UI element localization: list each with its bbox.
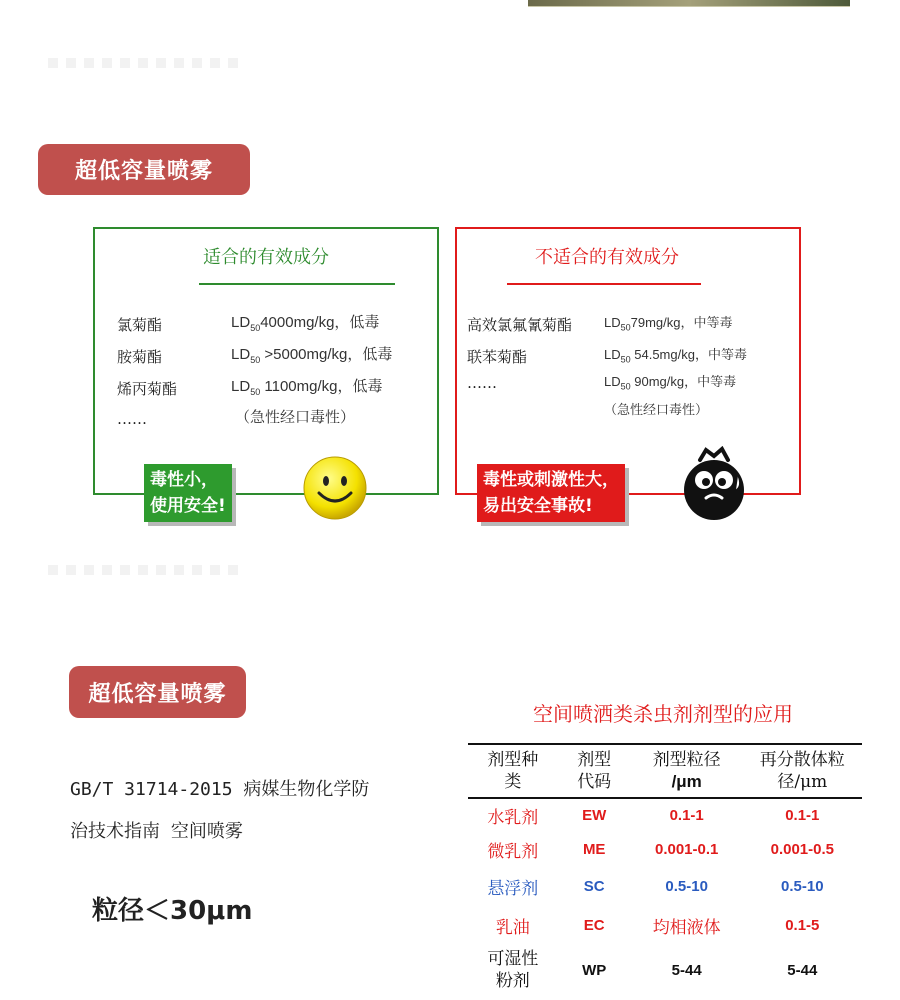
smiley-face-icon (302, 455, 368, 521)
table-title: 空间喷洒类杀虫剂剂型的应用 (533, 702, 793, 726)
cell-code: SC (583, 877, 605, 895)
formulation-table (468, 743, 862, 996)
cell-type: 悬浮剂 (487, 878, 539, 899)
ld50-value: $LD_{50}$ 54.5mg/kg，中等毒 (604, 347, 747, 365)
table-row (468, 832, 862, 866)
cell-code: WP (582, 961, 607, 979)
ld50-value: $LD_{50}79mg/kg$，中等毒 (604, 315, 733, 333)
section1-banner: 超低容量喷雾 (38, 144, 250, 195)
cell-size: 0.5-10 (665, 877, 708, 895)
tag-line: 毒性小， (150, 470, 218, 490)
column-header: 剂型粒径 /μm (652, 750, 721, 791)
ld50-value: $LD_{50}$ 1100mg/kg，低毒 (231, 378, 383, 397)
suitable-box-title: 适合的有效成分 (203, 247, 329, 268)
column-header: 再分散体粒 径/μm (759, 750, 845, 792)
top-photo-strip (528, 0, 850, 7)
unsuitable-title-underline (507, 283, 701, 285)
cell-type: 乳油 (495, 917, 530, 938)
particle-size-requirement: 粒径＜30μm (92, 896, 253, 926)
cell-size: 0.001-0.1 (654, 840, 719, 858)
cell-size: 0.1-1 (669, 807, 704, 824)
tag-line: 使用安全! (150, 496, 226, 516)
unsuitable-ingredients-box (455, 227, 801, 495)
table-row (468, 798, 862, 832)
cell-type: 可湿性 粉剂 (487, 949, 539, 991)
ingredient-name: 高效氯氟氰菊酯 (467, 316, 573, 334)
cell-size: 均相液体 (652, 917, 721, 938)
suitable-tag (144, 464, 232, 522)
table-header-row (468, 744, 862, 798)
cell-code: EC (583, 916, 605, 934)
ingredient-name: 烯丙菊酯 (117, 380, 178, 398)
ellipsis-text: …… (117, 410, 147, 428)
cell-code: EW (582, 807, 607, 824)
ellipsis-text: …… (467, 374, 497, 392)
table-row (468, 944, 862, 996)
unsuitable-tag (477, 464, 625, 522)
standard-reference-line1: GB/T 31714-2015 病媒生物化学防 (70, 779, 370, 800)
ingredient-name: 联苯菊酯 (467, 348, 528, 366)
cell-type: 水乳剂 (487, 808, 539, 828)
tag-line: 毒性或刺激性大， (483, 470, 619, 490)
tag-line: 易出安全事故! (483, 496, 593, 516)
cell-size: 5-44 (671, 961, 702, 979)
standard-reference-line2: 治技术指南 空间喷雾 (70, 821, 243, 842)
faint-watermark (48, 565, 238, 575)
ld50-value: $LD_{50}$ 90mg/kg，中等毒 (604, 374, 737, 392)
cell-code: ME (582, 840, 606, 858)
unsuitable-note: （急性经口毒性） (604, 403, 709, 418)
cell-redispersed: 0.001-0.5 (770, 840, 834, 858)
cell-redispersed: 0.1-5 (785, 916, 820, 934)
ld50-value: $LD_{50}4000mg/kg$，低毒 (231, 314, 380, 333)
cell-redispersed: 0.5-10 (781, 877, 824, 895)
section2-banner: 超低容量喷雾 (69, 666, 246, 718)
ingredient-name: 氯菊酯 (117, 316, 163, 334)
cell-redispersed: 0.1-1 (785, 807, 820, 824)
column-header: 剂型种 类 (487, 750, 539, 792)
suitable-note: （急性经口毒性） (235, 408, 356, 426)
worried-face-icon (680, 446, 748, 522)
cell-redispersed: 5-44 (787, 961, 818, 979)
suitable-title-underline (199, 283, 395, 285)
cell-type: 微乳剂 (487, 841, 539, 862)
suitable-ingredients-box (93, 227, 439, 495)
table-row (468, 906, 862, 944)
ingredient-name: 胺菊酯 (117, 348, 163, 366)
faint-watermark (48, 58, 238, 68)
unsuitable-box-title: 不适合的有效成分 (535, 247, 679, 268)
table-row (468, 866, 862, 906)
column-header: 剂型 代码 (577, 750, 612, 792)
ld50-value: $LD_{50} >5000mg/kg$，低毒 (231, 346, 393, 365)
